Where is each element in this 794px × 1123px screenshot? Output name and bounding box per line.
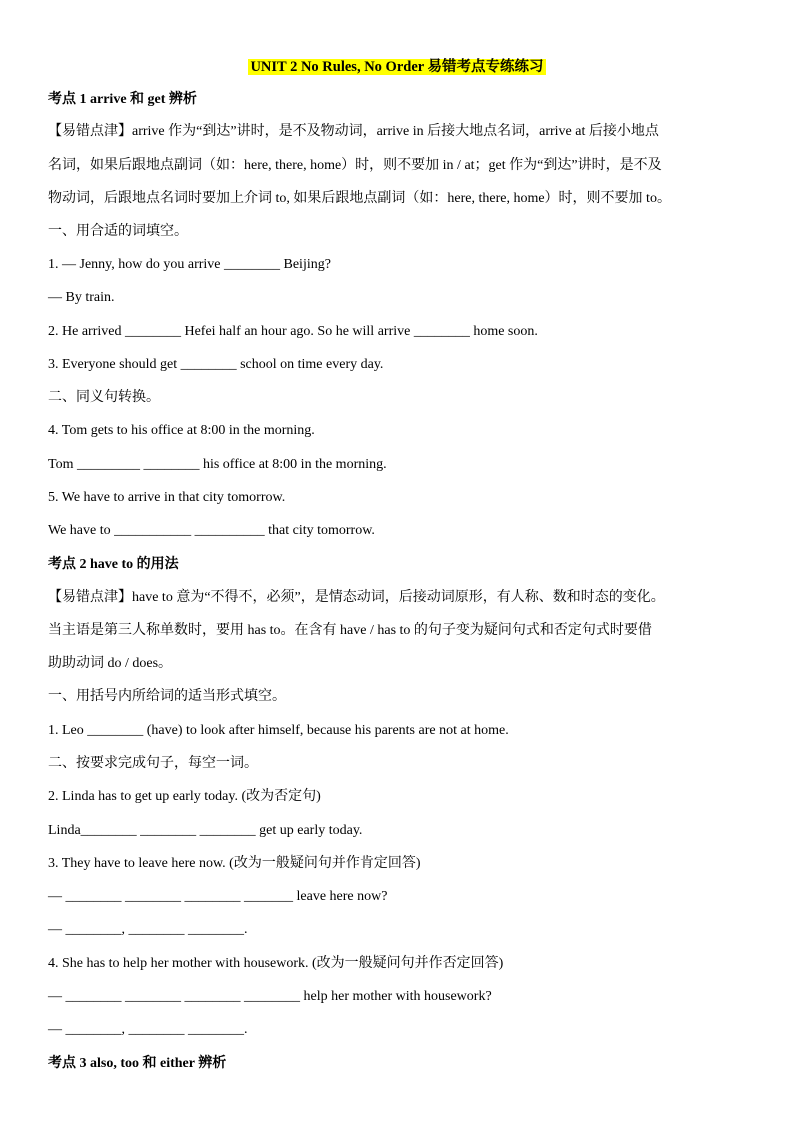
section2-q4-blank2: — ________, ________ ________.: [48, 1022, 248, 1037]
section1-q5-blank: We have to ___________ __________ that city tomorrow.: [48, 523, 375, 538]
section1-tip-line3: 物动词，后跟地点名词时要加上介词 to, 如果后跟地点副词（如：here, there, home）时，则不要加 to。: [48, 191, 671, 206]
section3-heading: 考点 3 also, too 和 either 辨析: [48, 1056, 227, 1071]
section2-tip-line2: 当主语是第三人称单数时，要用 has to。在含有 have / has to 的句子变为疑问句式和否定句式时要借: [48, 623, 652, 638]
section2-q2: 2. Linda has to get up early today. (改为否定句): [48, 789, 321, 804]
section2-q3-blank1: — ________ ________ ________ _______ leave here now?: [48, 889, 388, 904]
section2-q4: 4. She has to help her mother with housework. (改为一般疑问句并作否定回答): [48, 956, 504, 971]
section1-tip-line2: 名词，如果后跟地点副词（如：here, there, home）时，则不要加 in / at；get 作为“到达”讲时，是不及: [48, 158, 662, 173]
section1-heading: 考点 1 arrive 和 get 辨析: [48, 92, 197, 107]
section2-q1: 1. Leo ________ (have) to look after himself, because his parents are not at home.: [48, 723, 509, 738]
section2-q2-blank: Linda________ ________ ________ get up early today.: [48, 823, 363, 838]
page-title: UNIT 2 No Rules, No Order 易错考点专练练习: [250, 59, 544, 75]
section2-tip-line1: 【易错点津】have to 意为“不得不，必须”，是情态动词，后接动词原形，有人称、数和时态的变化。: [48, 590, 665, 605]
section1-q5: 5. We have to arrive in that city tomorrow.: [48, 490, 286, 505]
section1-q4-blank: Tom _________ ________ his office at 8:00 in the morning.: [48, 457, 387, 472]
section1-q2: 2. He arrived ________ Hefei half an hour ago. So he will arrive ________ home soon.: [48, 324, 538, 339]
section2-q4-blank1: — ________ ________ ________ ________ help her mother with housework?: [48, 989, 492, 1004]
section2-part1-title: 一、用括号内所给词的适当形式填空。: [48, 689, 286, 704]
section1-part2-title: 二、同义句转换。: [48, 390, 160, 405]
section2-heading: 考点 2 have to 的用法: [48, 557, 179, 572]
section1-q1-answer: — By train.: [48, 290, 115, 305]
section2-part2-title: 二、按要求完成句子，每空一词。: [48, 756, 258, 771]
section2-q3-blank2: — ________, ________ ________.: [48, 922, 248, 937]
section1-q3: 3. Everyone should get ________ school on time every day.: [48, 357, 384, 372]
section1-part1-title: 一、用合适的词填空。: [48, 224, 188, 239]
section2-q3: 3. They have to leave here now. (改为一般疑问句并作肯定回答): [48, 856, 421, 871]
section1-tip-line1: 【易错点津】arrive 作为“到达”讲时，是不及物动词，arrive in 后接大地点名词，arrive at 后接小地点: [48, 124, 659, 139]
section1-q4: 4. Tom gets to his office at 8:00 in the morning.: [48, 423, 315, 438]
section2-tip-line3: 助助动词 do / does。: [48, 656, 173, 671]
section1-q1: 1. — Jenny, how do you arrive ________ Beijing?: [48, 257, 331, 272]
